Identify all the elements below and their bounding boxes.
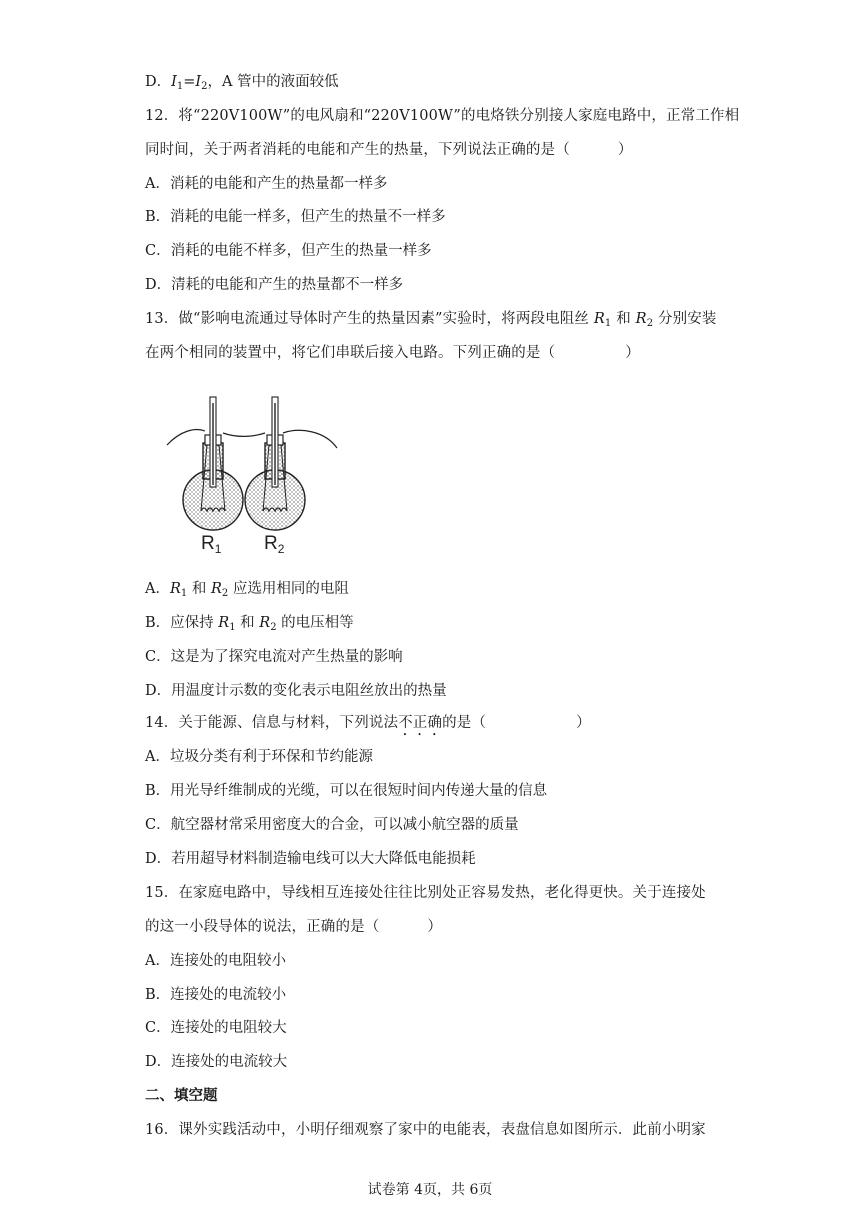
- q13-option-d: D．用温度计示数的变化表示电阻丝放出的热量: [145, 683, 447, 699]
- q14-option-c: C．航空器材常采用密度大的合金，可以减小航空器的质量: [145, 817, 519, 833]
- q12-option-d: D．清耗的电能和产生的热量都不一样多: [145, 277, 404, 293]
- q15-stem-line2: 的这一小段导体的说法，正确的是（ ）: [145, 919, 443, 935]
- q15-option-c: C．连接处的电阻较大: [145, 1020, 287, 1036]
- q15-option-b: B．连接处的电流较小: [145, 987, 287, 1003]
- q13-option-a: A．$R_1$ 和 $R_2$ 应选用相同的电阻: [145, 581, 349, 599]
- emphasized-text: 不正确: [398, 715, 443, 731]
- figure-label-r2: $R_2$: [264, 533, 285, 556]
- section-title: 二、填空题: [145, 1087, 218, 1104]
- q12-option-b: B．消耗的电能一样多，但产生的热量不一样多: [145, 209, 446, 225]
- q15-stem-line1: 15．在家庭电路中，导线相互连接处往往比别处正容易发热，老化得更快。关于连接处: [145, 885, 706, 901]
- figure-label-r1: $R_1$: [201, 533, 222, 556]
- q13-stem-line2: 在两个相同的装置中，将它们串联后接入电路。下列正确的是（ ）: [145, 345, 640, 361]
- q12-option-c: C．消耗的电能不样多，但产生的热量一样多: [145, 243, 432, 259]
- q13-apparatus-figure: [165, 393, 340, 558]
- q15-option-d: D．连接处的电流较大: [145, 1054, 288, 1070]
- q13-option-c: C．这是为了探究电流对产生热量的影响: [145, 649, 403, 665]
- q13-stem-line1: 13．做“影响电流通过导体时产生的热量因素”实验时，将两段电阻丝 $R_1$ 和 $R_2$ 分别安装: [145, 311, 717, 329]
- q14-option-b: B．用光导纤维制成的光缆，可以在很短时间内传递大量的信息: [145, 783, 548, 799]
- q12-stem-line1: 12．将“220V100W”的电风扇和“220V100W”的电烙铁分别接人家庭电路中，正常工作相: [145, 108, 740, 124]
- page-footer: 试卷第 4页，共 6页: [367, 1182, 493, 1198]
- q13-option-b: B．应保持 $R_1$ 和 $R_2$ 的电压相等: [145, 615, 354, 633]
- q15-option-a: A．连接处的电阻较小: [145, 953, 286, 969]
- q12-option-a: A．消耗的电能和产生的热量都一样多: [145, 176, 388, 192]
- connecting-wire: [167, 430, 337, 448]
- q14-stem: 14．关于能源、信息与材料，下列说法不正确的是（ ）: [145, 715, 591, 731]
- q12-stem-line2: 同时间，关于两者消耗的电能和产生的热量，下列说法正确的是（ ）: [145, 142, 633, 158]
- q16-stem-line1: 16．课外实践活动中，小明仔细观察了家中的电能表，表盘信息如图所示．此前小明家: [145, 1122, 706, 1138]
- q14-option-d: D．若用超导材料制造输电线可以大大降低电能损耗: [145, 851, 476, 867]
- flask-r1: [183, 397, 243, 530]
- q14-option-a: A．垃圾分类有利于环保和节约能源: [145, 749, 373, 765]
- flask-r2: [245, 397, 305, 530]
- q11-option-d: D．$I_1=I_2$，A 管中的液面较低: [145, 74, 339, 92]
